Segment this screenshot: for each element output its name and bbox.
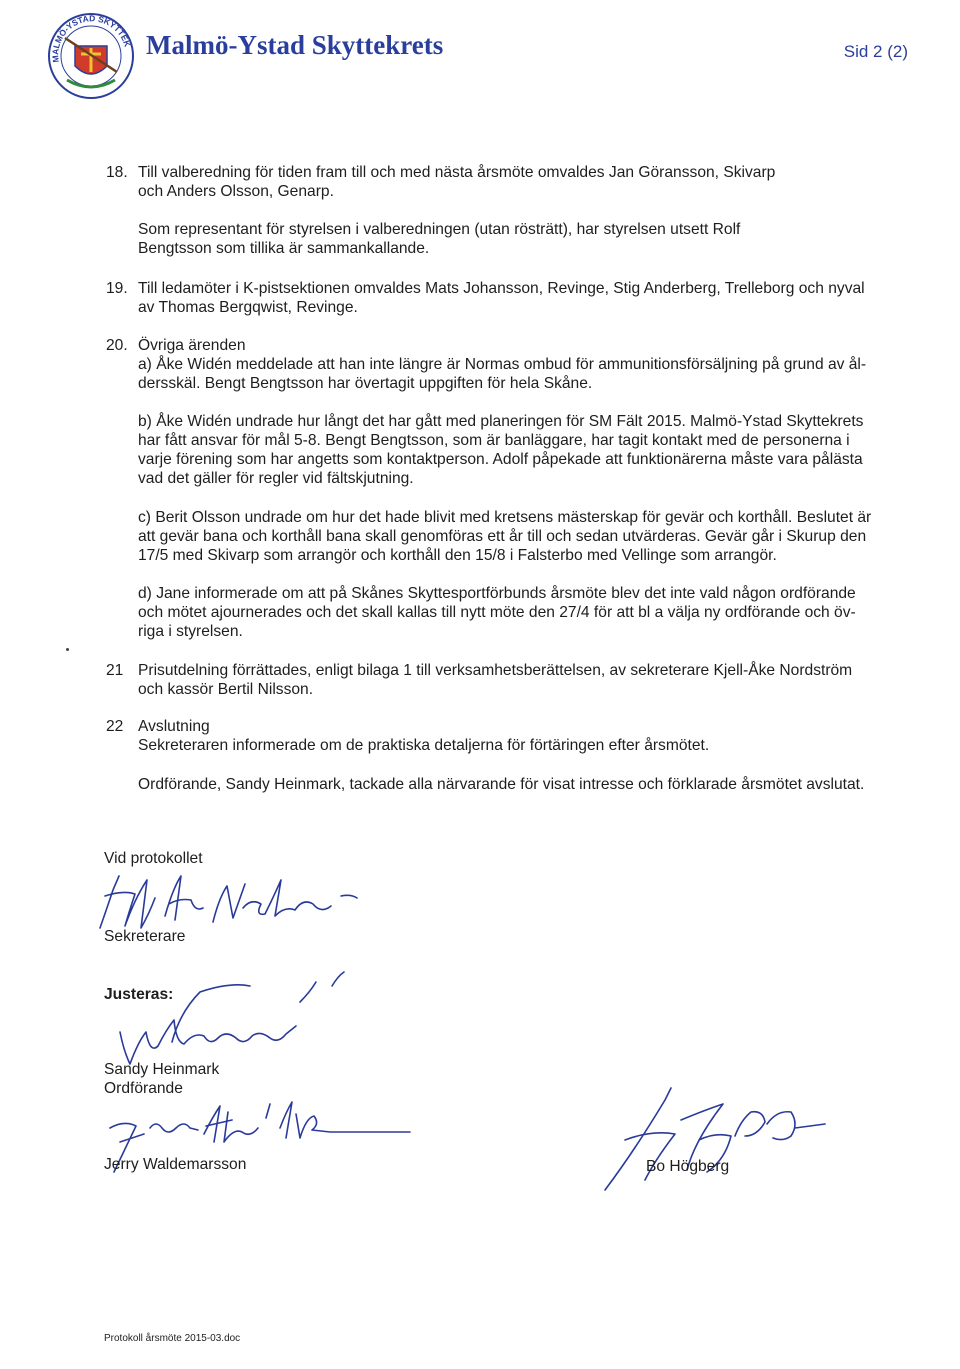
item-19-line1: Till ledamöter i K-pistsektionen omvaldes Mats Johansson, Revinge, Stig Anderberg, Trelleborg och nyval bbox=[138, 280, 865, 297]
chairman-name: Sandy Heinmark bbox=[104, 1061, 220, 1078]
bo-name: Bo Högberg bbox=[646, 1158, 730, 1175]
item-19-number: 19. bbox=[106, 280, 128, 297]
item-20a-line2: dersskäl. Bengt Bengtsson har övertagit uppgiften för hela Skåne. bbox=[138, 375, 593, 392]
item-20c-line2: att gevär bana och korthåll bana skall genomföras ett år till och sedan utvärderas. Gevär går i Skurup den bbox=[138, 528, 867, 545]
item-20c-line3: 17/5 med Skivarp som arrangör och korthåll den 15/8 i Falsterbo med Vellinge som arrangör. bbox=[138, 547, 777, 564]
logo-ring-text: MALMÖ-YSTAD SKYTTEK bbox=[50, 13, 133, 63]
item-19-line2: av Thomas Bergqwist, Revinge. bbox=[138, 299, 358, 316]
item-21-line2: och kassör Bertil Nilsson. bbox=[138, 681, 314, 698]
item-21-number: 21 bbox=[106, 662, 124, 679]
justeras-label: Justeras: bbox=[104, 986, 174, 1003]
item-21-line1: Prisutdelning förrättades, enligt bilaga 1 till verksamhetsberättelsen, av sekreterare Kjell-Åke Nordström bbox=[138, 662, 853, 679]
item-20c-line1: c) Berit Olsson undrade om hur det hade blivit med kretsens mästerskap för gevär och korthåll. Beslutet är bbox=[138, 509, 872, 526]
item-20d-line2: och mötet ajournerades och det skall kallas till nytt möte den 27/4 för att bl a välja ny ordförande och öv- bbox=[138, 604, 856, 621]
item-18-para2-line1: Som representant för styrelsen i valberedningen (utan rösträtt), har styrelsen utsett Rolf bbox=[138, 221, 741, 238]
item-20d-line3: riga i styrelsen. bbox=[138, 623, 243, 640]
item-20b-line2: har fått ansvar för mål 5-8. Bengt Bengtsson, som är banläggare, har tagit kontakt med de personerna i bbox=[138, 432, 850, 449]
chairman-role: Ordförande bbox=[104, 1080, 183, 1097]
item-22-heading: Avslutning bbox=[138, 718, 210, 735]
document-filename: Protokoll årsmöte 2015-03.doc bbox=[104, 1333, 241, 1344]
item-20a-line1: a) Åke Widén meddelade att han inte längre är Normas ombud för ammunitionsförsäljning på grund av ål- bbox=[138, 356, 867, 373]
item-18-number: 18. bbox=[106, 164, 128, 181]
organization-title: Malmö-Ystad Skyttekrets bbox=[146, 30, 444, 60]
item-20b-line3: varje förening som har angetts som kontaktperson. Adolf påpekade att funktionärerna måste vara pålästa bbox=[138, 451, 863, 468]
item-22-number: 22 bbox=[106, 718, 124, 735]
club-logo bbox=[45, 10, 137, 102]
sekreterare-label: Sekreterare bbox=[104, 928, 186, 945]
item-20-heading: Övriga ärenden bbox=[138, 337, 246, 354]
item-22-line1: Sekreteraren informerade om de praktiska detaljerna för förtäringen efter årsmötet. bbox=[138, 737, 710, 754]
item-18-para2-line2: Bengtsson som tillika är sammankallande. bbox=[138, 240, 430, 257]
item-18-line2: och Anders Olsson, Genarp. bbox=[138, 183, 334, 200]
page-number: Sid 2 (2) bbox=[843, 42, 908, 61]
item-18-line1: Till valberedning för tiden fram till och med nästa årsmöte omvaldes Jan Göransson, Skivarp bbox=[138, 164, 776, 181]
item-22-closing: Ordförande, Sandy Heinmark, tackade alla närvarande för visat intresse och förklarade årsmötet avslutat. bbox=[138, 776, 865, 793]
item-20b-line1: b) Åke Widén undrade hur långt det har gått med planeringen för SM Fält 2015. Malmö-Ystad Skyttekrets bbox=[138, 413, 864, 430]
item-20d-line1: d) Jane informerade om att på Skånes Skyttesportförbunds årsmöte blev det inte vald någon ordförande bbox=[138, 585, 856, 602]
bo-signature bbox=[595, 1080, 835, 1210]
item-20b-line4: vad det gäller för regler vid fältskjutning. bbox=[138, 470, 414, 487]
jerry-name: Jerry Waldemarsson bbox=[104, 1156, 247, 1173]
item-20-number: 20. bbox=[106, 337, 128, 354]
vid-protokollet-label: Vid protokollet bbox=[104, 850, 203, 867]
scan-speck bbox=[66, 648, 69, 651]
